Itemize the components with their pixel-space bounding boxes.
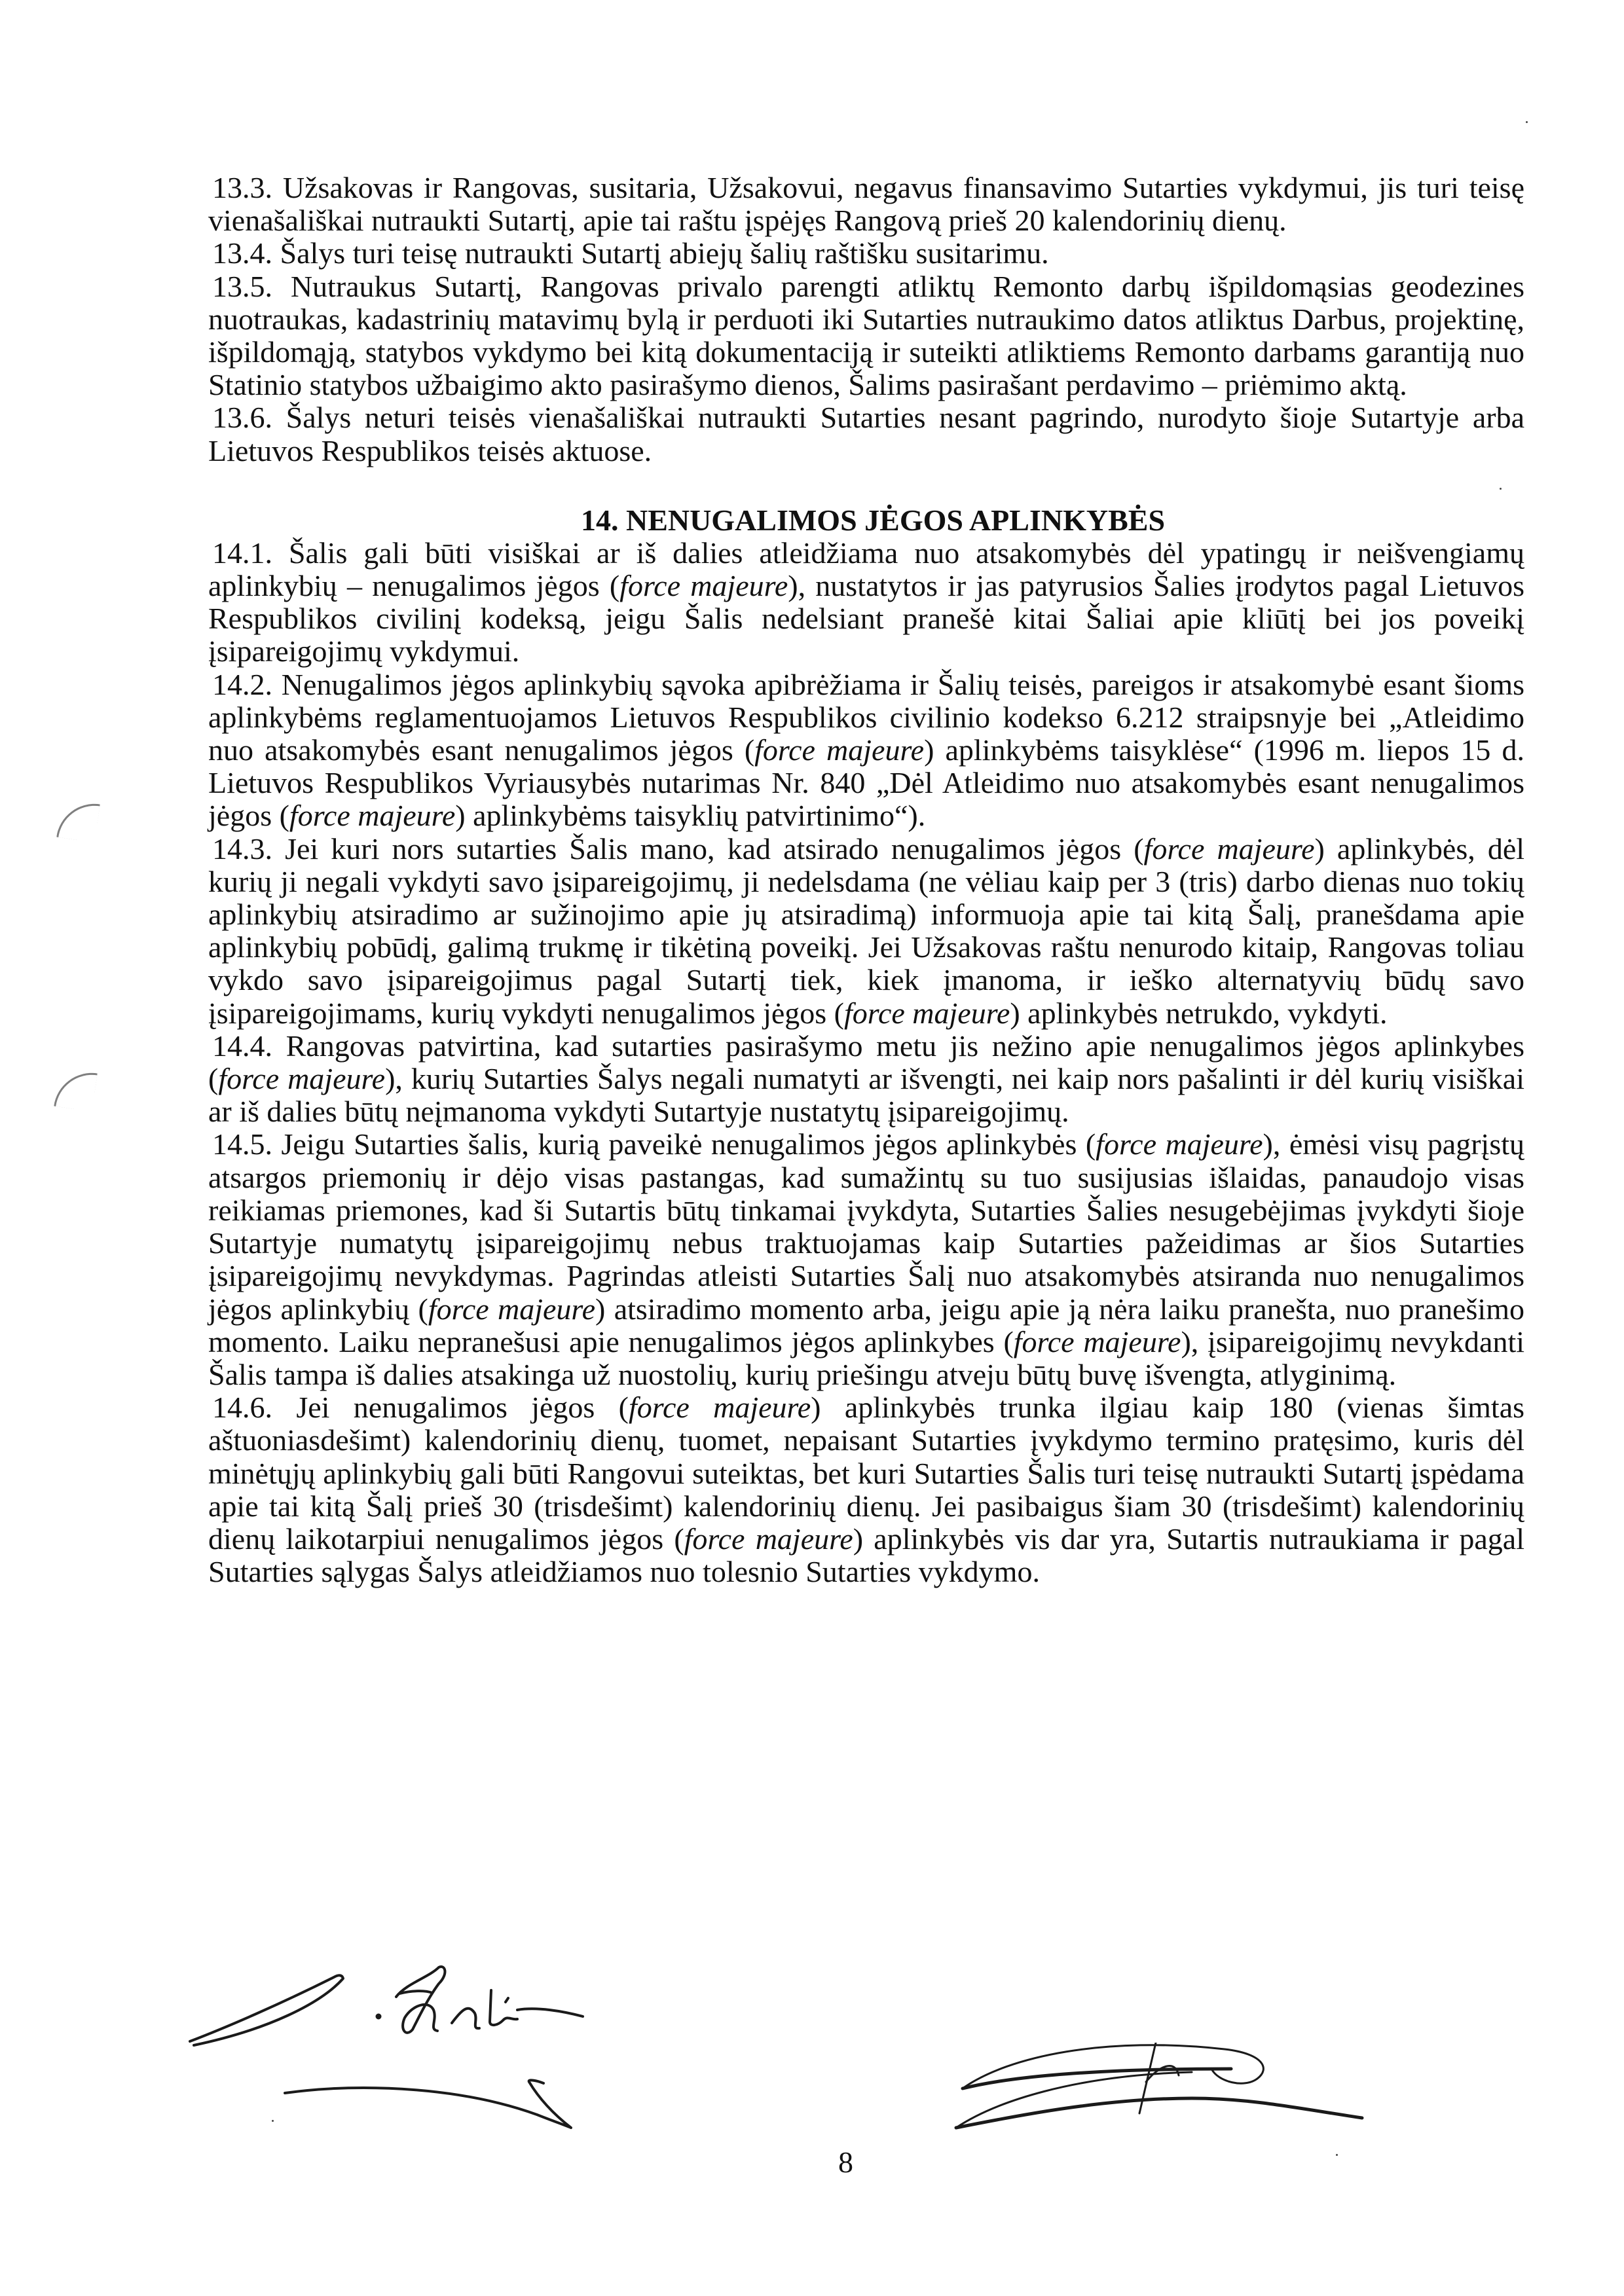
clause-14-3: 14.3. Jei kuri nors sutarties Šalis mano, kad atsirado nenugalimos jėgos (force majeure) aplinkybės, dėl kurių ji negali vykdyti savo įsipareigojimų, ji nedelsdama (ne vėliau kaip per 3 (tris) darbo dienas nuo tokių aplinkybių atsiradimo ar sužinojimo apie jų atsiradimą) informuoja apie tai kitą Šalį, pranešdama apie aplinkybių pobūdį, galimą trukmę ir tikėtiną poveikį. Jei Užsakovas raštu nenurodo kitaip, Rangovas toliau vykdo savo įsipareigojimus pagal Sutartį tiek, kiek įmanoma, ir ieško alternatyvių būdų savo įsipareigojimams, kurių vykdyti nenugalimos jėgos (force majeure) aplinkybės netrukdo, vykdyti. bbox=[208, 831, 1525, 1030]
document-body bbox=[208, 172, 1524, 1588]
clause-text: Nutraukus Sutartį, Rangovas privalo parengti atliktų Remonto darbų išpildomąsias geodezines nuotraukas, kadastrinių matavimų bylą ir perduoti iki Sutarties nutraukimo datos atliktus Darbus, projektinę, išpildomąją, statybos vykdymo bei kitą dokumentaciją ir suteikti atliktiems Remonto darbams garantiją nuo Statinio statybos užbaigimo akto pasirašymo dienos, Šalims pasirašant perdavimo – priėmimo aktą. bbox=[208, 269, 1524, 402]
force-majeure-term: force majeure bbox=[1096, 1127, 1263, 1161]
left-signature-icon bbox=[170, 1964, 760, 2187]
right-signature-icon bbox=[943, 2043, 1624, 2174]
scan-speck-icon bbox=[1526, 121, 1528, 123]
page-number: 8 bbox=[838, 2145, 853, 2179]
clause-14-6: 14.6. Jei nenugalimos jėgos (force majeure) aplinkybės trunka ilgiau kaip 180 (vienas šimtas aštuoniasdešimt) kalendorinių dienų, tuomet, nepaisant Sutarties įvykdymo termino pratęsimo, kuris dėl minėtųjų aplinkybių gali būti Rangovui suteiktas, bet kuri Sutarties Šalis turi teisę nutraukti Sutartį įspėdama apie tai kitą Šalį prieš 30 (trisdešimt) kalendorinių dienų. Jei pasibaigus šiam 30 (trisdešimt) kalendorinių dienų laikotarpiui nenugalimos jėgos (force majeure) aplinkybės vis dar yra, Sutartis nutraukiama ir pagal Sutarties sąlygas Šalys atleidžiamos nuo tolesnio Sutarties vykdymo. bbox=[208, 1391, 1525, 1589]
clause-text: Šalys turi teisę nutraukti Sutartį abiejų šalių raštišku susitarimu. bbox=[280, 236, 1049, 270]
clause-number: 14.5. bbox=[212, 1127, 272, 1161]
clause-number: 13.5. bbox=[212, 269, 272, 303]
clause-13-3 bbox=[208, 172, 1524, 237]
force-majeure-term: force majeure bbox=[1143, 831, 1315, 866]
clause-14-5: 14.5. Jeigu Sutarties šalis, kurią paveikė nenugalimos jėgos aplinkybės (force majeure), ėmėsi visų pagrįstų atsargos priemonių ir dėjo visas pastangas, kad sumažintų su tuo susijusias išlaidas, panaudojo visas reikiamas priemones, kad ši Sutartis būtų tinkamai įvykdyta, Sutarties Šalies nesugebėjimas įvykdyti šioje Sutartyje numatytų įsipareigojimų nebus traktuojamas kaip Sutarties pažeidimas ar šios Sutarties įsipareigojimų nevykdymas. Pagrindas atleisti Sutarties Šalį nuo atsakomybės atsiranda nuo nenugalimos jėgos aplinkybių (force majeure) atsiradimo momento arba, jeigu apie ją nėra laiku pranešta, nuo pranešimo momento. Laiku nepranešusi apie nenugalimos jėgos aplinkybes (force majeure), įsipareigojimų nevykdanti Šalis tampa iš dalies atsakinga už nuostolių, kurių priešingu atveju būtų buvę išvengta, atlyginimą. bbox=[208, 1127, 1525, 1391]
clause-14-4: 14.4. Rangovas patvirtina, kad sutarties pasirašymo metu jis nežino apie nenugalimos jėgos aplinkybes (force majeure), kurių Sutarties Šalys negali numatyti ar išvengti, nei kaip nors pašalinti ir dėl kurių visiškai ar iš dalies būtų neįmanoma vykdyti Sutartyje nustatytų įsipareigojimų. bbox=[208, 1029, 1525, 1129]
clause-number: 14.3. bbox=[212, 831, 272, 866]
clause-number: 13.3. bbox=[212, 171, 272, 204]
clause-number: 14.2. bbox=[212, 667, 272, 701]
force-majeure-term: force majeure bbox=[844, 996, 1010, 1030]
clause-13-4 bbox=[208, 237, 1524, 270]
clause-14-1: 14.1. Šalis gali būti visiškai ar iš dalies atleidžiama nuo atsakomybės dėl ypatingų ir neišvengiamų aplinkybių – nenugalimos jėgos (force majeure), nustatytos ir jas patyrusios Šalies įrodytos pagal Lietuvos Respublikos civilinį kodeksą, jeigu Šalis nedelsiant pranešė kitai Šaliai apie kliūtį bei jos poveikį įsipareigojimų vykdymui. bbox=[208, 536, 1525, 668]
force-majeure-term: force majeure bbox=[289, 799, 456, 833]
clause-number: 13.6. bbox=[212, 401, 272, 435]
clause-13-5 bbox=[208, 270, 1524, 402]
force-majeure-term: force majeure bbox=[619, 569, 788, 603]
clause-number: 14.6. bbox=[212, 1391, 272, 1425]
scan-speck-icon bbox=[1336, 2154, 1338, 2156]
section-heading: 14. NENUGALIMOS JĖGOS APLINKYBĖS bbox=[580, 503, 1166, 537]
clause-number: 13.4. bbox=[212, 236, 272, 270]
clause-number: 14.4. bbox=[212, 1029, 272, 1063]
force-majeure-term: force majeure bbox=[684, 1522, 853, 1556]
force-majeure-term: force majeure bbox=[218, 1062, 386, 1096]
clause-13-6 bbox=[208, 401, 1524, 467]
clause-number: 14.1. bbox=[212, 536, 272, 570]
scan-margin-mark-icon bbox=[54, 1068, 98, 1112]
force-majeure-term: force majeure bbox=[428, 1292, 596, 1326]
force-majeure-term: force majeure bbox=[628, 1391, 811, 1425]
force-majeure-term: force majeure bbox=[754, 733, 925, 767]
clause-text: Užsakovas ir Rangovas, susitaria, Užsakovui, negavus finansavimo Sutarties vykdymui, jis turi teisę vienašališkai nutraukti Sutartį, apie tai raštu įspėjęs Rangovą prieš 20 kalendorinių dienų. bbox=[208, 171, 1525, 238]
clause-text: Šalys neturi teisės vienašališkai nutraukti Sutarties nesant pagrindo, nurodyto šioje Sutartyje arba Lietuvos Respublikos teisės aktuose. bbox=[208, 401, 1525, 467]
scan-speck-icon bbox=[272, 2120, 274, 2122]
scan-speck-icon bbox=[1500, 488, 1502, 490]
force-majeure-term: force majeure bbox=[1013, 1324, 1181, 1358]
clause-14-2: 14.2. Nenugalimos jėgos aplinkybių sąvoka apibrėžiama ir Šalių teisės, pareigos ir atsakomybė esant šioms aplinkybėms reglamentuojamos Lietuvos Respublikos civilinio kodekso 6.212 straipsnyje bei „Atleidimo nuo atsakomybės esant nenugalimos jėgos (force majeure) aplinkybėms taisyklėse“ (1996 m. liepos 15 d. Lietuvos Respublikos Vyriausybės nutarimas Nr. 840 „Dėl Atleidimo nuo atsakomybės esant nenugalimos jėgos (force majeure) aplinkybėms taisyklių patvirtinimo“). bbox=[208, 667, 1525, 833]
scan-margin-mark-icon bbox=[56, 799, 100, 843]
